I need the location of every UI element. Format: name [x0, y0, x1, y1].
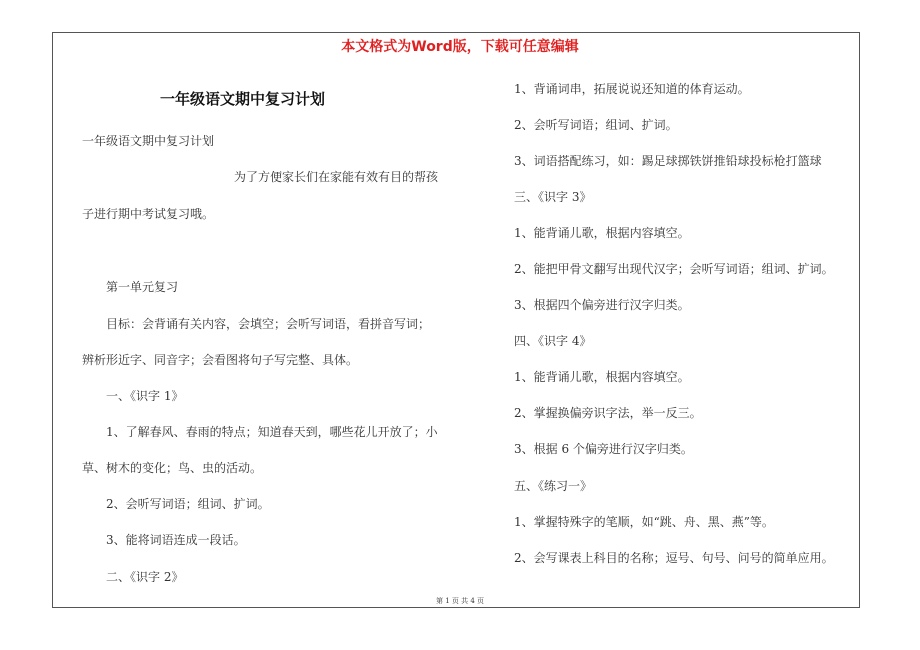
list-item: 1、背诵词串，拓展说说还知道的体育运动。	[514, 82, 750, 96]
intro-line-1: 为了方便家长们在家能有效有目的帮孩	[234, 170, 439, 184]
document-title: 一年级语文期中复习计划	[160, 90, 326, 108]
list-item-continued: 草、树木的变化；鸟、虫的活动。	[82, 461, 263, 475]
list-item: 2、会听写词语；组词、扩词。	[514, 118, 678, 132]
section-heading: 四、《识字 4》	[514, 334, 592, 348]
unit-heading: 第一单元复习	[106, 280, 179, 294]
list-item: 1、能背诵儿歌，根据内容填空。	[514, 226, 690, 240]
list-item: 1、能背诵儿歌，根据内容填空。	[514, 370, 690, 384]
list-item: 2、能把甲骨文翻写出现代汉字；会听写词语；组词、扩词。	[514, 262, 834, 276]
section-heading: 一、《识字 1》	[106, 389, 184, 403]
list-item: 3、根据四个偏旁进行汉字归类。	[514, 298, 690, 312]
list-item: 3、根据 6 个偏旁进行汉字归类。	[514, 442, 693, 456]
list-item: 3、词语搭配练习，如：踢足球掷铁饼推铅球投标枪打篮球	[514, 154, 822, 168]
intro-line-2: 子进行期中考试复习哦。	[82, 207, 215, 221]
section-heading: 三、《识字 3》	[514, 190, 592, 204]
list-item: 1、掌握特殊字的笔顺，如“跳、舟、黑、燕”等。	[514, 515, 774, 529]
list-item: 1、了解春风、春雨的特点；知道春天到，哪些花儿开放了；小	[106, 425, 438, 439]
list-item: 2、掌握换偏旁识字法，举一反三。	[514, 406, 702, 420]
subtitle: 一年级语文期中复习计划	[82, 134, 215, 148]
page-number: 第 1 页 共 4 页	[435, 597, 485, 605]
section-heading: 五、《练习一》	[514, 479, 593, 493]
goal-line-1: 目标：会背诵有关内容，会填空；会听写词语，看拼音写词；	[106, 317, 431, 331]
list-item: 2、会听写词语；组词、扩词。	[106, 497, 270, 511]
list-item: 3、能将词语连成一段话。	[106, 533, 246, 547]
section-heading: 二、《识字 2》	[106, 570, 184, 584]
editable-banner: 本文格式为Word版，下载可任意编辑	[341, 39, 579, 55]
goal-line-2: 辨析形近字、同音字；会看图将句子写完整、具体。	[82, 353, 359, 367]
list-item: 2、会写课表上科目的名称；逗号、句号、问号的简单应用。	[514, 551, 834, 565]
